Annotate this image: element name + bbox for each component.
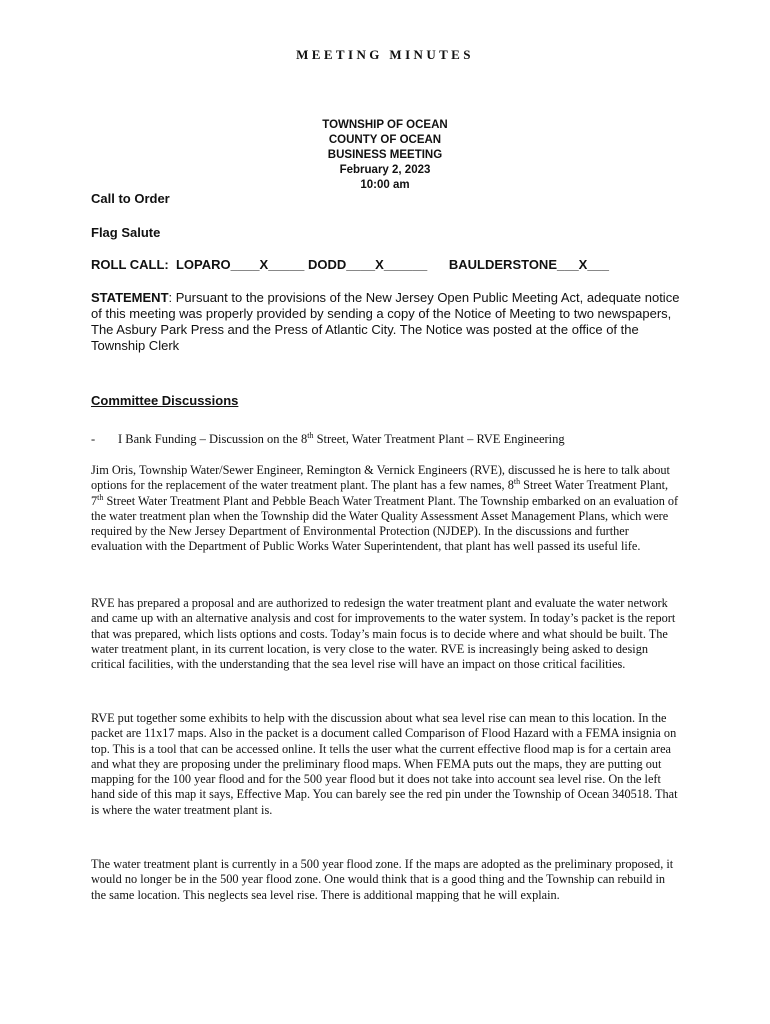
p1-part-a: Jim Oris, Township Water/Sewer Engineer, Remington & Vernick Engineers (RVE), discussed he is here to talk about options for the replacement of the water treatment plant. The plant has a few names, 8 [91,463,670,493]
roll-call: ROLL CALL: LOPARO____X_____ DODD____X______ BAULDERSTONE___X___ [91,257,610,272]
bullet-dash: - [91,432,96,446]
header-county: COUNTY OF OCEAN [328,134,442,146]
statement-paragraph [91,290,683,354]
paragraph-2: RVE has prepared a proposal and are authorized to redesign the water treatment plant and evaluate the water network and came up with an alternative analysis and cost for improvements to the water system. In today’s packet is the report that was prepared, which lists options and costs. Today’s main focus is to decide where and what should be built. The water treatment plant, in its current location, is very close to the water. RVE is increasingly being asked to design critical facilities, with the understanding that the sea level rise will have an impact on those critical facilities. [91,596,676,672]
bullet-sup: th [307,430,314,440]
bullet-text-pre: I Bank Funding – Discussion on the 8 [118,432,308,446]
discussion-bullet [91,432,565,447]
header-time: 10:00 am [360,179,410,191]
p1-part-c: Street Water Treatment Plant and Pebble Beach Water Treatment Plant. The Township embarked on an evaluation of the water treatment plan when the Township did the Water Quality Assessment Asset Management Plans, which were required by the New Jersey Department of Environmental Protection (NJDEP). In the discussions and further evaluation with the Department of Public Works Water Superintendent, that plant has well passed its useful life. [91,493,679,554]
meeting-header [0,118,770,193]
paragraph-3: RVE put together some exhibits to help with the discussion about what sea level rise can mean to this location. In the packet are 11x17 maps. Also in the packet is a document called Comparison of Flood Hazard with a FEMA insignia on top. This is a tool that can be accessed online. It tells the user what the current effective flood map is for a certain area and what they are proposing under the preliminary flood maps. When FEMA puts out the maps, they are putting out mapping for the 100 year flood and for the 500 year flood but it does not take into account sea level rise. On the left hand side of this map it says, Effective Map. You can barely see the red pin under the Township of Ocean 340518. That is where the water treatment plant is. [91,711,678,817]
flag-salute: Flag Salute [91,225,161,240]
committee-heading: Committee Discussions [91,393,239,408]
header-meeting-type: BUSINESS MEETING [327,149,443,161]
bullet-text-post: Street, Water Treatment Plant – RVE Engineering [313,432,565,446]
paragraph-1 [91,463,683,555]
paragraph-4: The water treatment plant is currently in a 500 year flood zone. If the maps are adopted as the preliminary proposed, it would no longer be in the 500 year flood zone. One would think that is a good thing and the Township can rebuild in the same location. This neglects sea level rise. There is additional mapping that he will explain. [91,857,674,902]
statement-label: STATEMENT [91,290,169,305]
call-to-order: Call to Order [91,191,170,206]
header-township: TOWNSHIP OF OCEAN [322,119,448,131]
statement-text: : Pursuant to the provisions of the New Jersey Open Public Meeting Act, adequate notice of this meeting was properly provided by sending a copy of the Notice of Meeting to two newspapers, The Asbury Park Press and the Press of Atlantic City. The Notice was posted at the office of the Township Clerk [91,290,680,353]
p1-sup-2: th [97,492,104,502]
header-date: February 2, 2023 [339,164,431,176]
p1-sup-1: th [513,477,521,487]
document-title: MEETING MINUTES [296,47,474,62]
p1-part-b: Street Water Treatment Plant, 7 [91,478,669,508]
